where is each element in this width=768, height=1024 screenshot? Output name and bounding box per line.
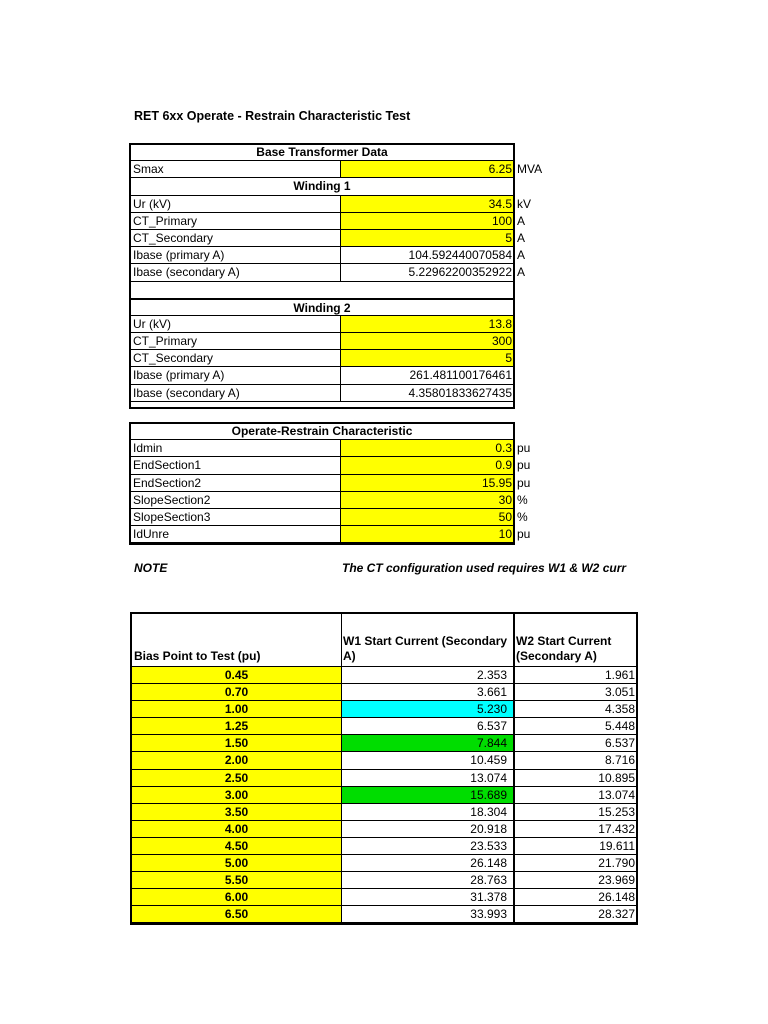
w2-current-cell[interactable]: 5.448 xyxy=(515,718,636,735)
bias-cell[interactable]: 2.00 xyxy=(132,752,341,769)
cell-label[interactable]: IdUnre xyxy=(131,526,341,543)
cell-label[interactable]: Ibase (primary A) xyxy=(131,247,341,264)
note-label: NOTE xyxy=(134,561,168,575)
table-row xyxy=(131,475,531,492)
bias-cell[interactable]: 3.00 xyxy=(132,787,341,804)
cell-value[interactable]: 4.35801833627435 xyxy=(341,385,513,402)
table-row xyxy=(131,264,526,281)
table-row xyxy=(132,821,636,838)
bias-cell[interactable]: 5.00 xyxy=(132,855,341,872)
cell-unit[interactable]: % xyxy=(517,492,528,507)
operate-restrain-table xyxy=(131,423,531,543)
cell-unit[interactable]: kV xyxy=(517,196,532,211)
bias-cell[interactable]: 6.50 xyxy=(132,906,341,923)
w2-current-cell[interactable]: 15.253 xyxy=(515,804,636,821)
w1-current-cell[interactable]: 15.689 xyxy=(342,787,513,804)
sheet-title: RET 6xx Operate - Restrain Characteristic Test xyxy=(134,109,411,123)
table-row xyxy=(131,213,526,230)
cell-value[interactable]: 0.3 xyxy=(341,440,513,457)
cell-label[interactable]: CT_Secondary xyxy=(131,350,341,367)
cell-value[interactable]: 6.25 xyxy=(341,161,513,178)
cell-value[interactable]: 5.22962200352922 xyxy=(341,264,513,281)
cell-label[interactable]: Ibase (primary A) xyxy=(131,367,341,384)
bias-table xyxy=(130,612,638,925)
cell-label[interactable]: CT_Primary xyxy=(131,213,341,230)
cell-unit[interactable]: A xyxy=(517,265,526,280)
cell-value[interactable]: 50 xyxy=(341,509,513,526)
table-row xyxy=(132,804,636,821)
col-bias-header: Bias Point to Test (pu) xyxy=(134,649,261,663)
bias-table-header xyxy=(132,614,636,667)
table-row xyxy=(131,440,531,457)
bias-cell[interactable]: 6.00 xyxy=(132,889,341,906)
bias-cell[interactable]: 0.70 xyxy=(132,684,341,701)
w2-current-cell[interactable]: 10.895 xyxy=(515,770,636,787)
cell-value[interactable]: 261.481100176461 xyxy=(341,367,513,384)
w1-current-cell[interactable]: 13.074 xyxy=(342,770,513,787)
cell-value[interactable]: 5 xyxy=(341,350,513,367)
base-transformer-table xyxy=(131,144,543,402)
cell-unit[interactable] xyxy=(515,316,575,333)
bias-cell[interactable]: 1.00 xyxy=(132,701,341,718)
cell-unit[interactable] xyxy=(515,385,575,402)
table-row xyxy=(131,509,528,526)
table-row xyxy=(131,492,528,509)
cell-unit[interactable]: A xyxy=(517,248,526,263)
w1-current-cell[interactable]: 3.661 xyxy=(342,684,513,701)
table-row xyxy=(131,316,513,333)
w2-current-cell[interactable]: 6.537 xyxy=(515,735,636,752)
table-row xyxy=(131,196,532,213)
w2-current-cell[interactable]: 8.716 xyxy=(515,752,636,769)
bias-cell[interactable]: 4.50 xyxy=(132,838,341,855)
cell-label[interactable]: CT_Secondary xyxy=(131,230,341,247)
table-row xyxy=(132,684,636,701)
cell-value[interactable]: 15.95 xyxy=(341,475,513,492)
table-row xyxy=(131,385,513,402)
bias-cell[interactable]: 3.50 xyxy=(132,804,341,821)
table-row xyxy=(132,770,636,787)
cell-unit[interactable]: MVA xyxy=(517,162,543,177)
cell-value[interactable]: 34.5 xyxy=(341,196,513,213)
cell-label[interactable]: SlopeSection2 xyxy=(131,492,341,509)
w1-current-cell[interactable]: 10.459 xyxy=(342,752,513,769)
table-row xyxy=(132,735,636,752)
w2-current-cell[interactable]: 21.790 xyxy=(515,855,636,872)
winding2-header: Winding 2 xyxy=(131,299,513,316)
operate-restrain-header: Operate-Restrain Characteristic xyxy=(131,423,513,440)
cell-value[interactable]: 0.9 xyxy=(341,457,513,474)
cell-unit[interactable]: A xyxy=(517,230,526,245)
cell-label[interactable]: Ibase (secondary A) xyxy=(131,264,341,281)
table-row xyxy=(131,350,513,367)
smax-row xyxy=(131,161,543,178)
w2-current-cell[interactable]: 1.961 xyxy=(515,667,636,684)
table-row xyxy=(132,906,636,923)
cell-label[interactable]: Smax xyxy=(131,161,341,178)
w2-current-cell[interactable]: 13.074 xyxy=(515,787,636,804)
cell-label[interactable]: Ur (kV) xyxy=(131,196,341,213)
w2-current-cell[interactable]: 23.969 xyxy=(515,872,636,889)
cell-label[interactable]: CT_Primary xyxy=(131,333,341,350)
cell-label[interactable]: Idmin xyxy=(131,440,341,457)
bias-cell[interactable]: 1.25 xyxy=(132,718,341,735)
bias-cell[interactable]: 1.50 xyxy=(132,735,341,752)
cell-value[interactable]: 30 xyxy=(341,492,513,509)
bias-cell[interactable]: 4.00 xyxy=(132,821,341,838)
cell-label[interactable]: EndSection2 xyxy=(131,475,341,492)
table-row xyxy=(132,787,636,804)
cell-unit[interactable]: A xyxy=(517,213,526,228)
cell-value[interactable]: 5 xyxy=(341,230,513,247)
cell-unit[interactable]: % xyxy=(517,509,528,524)
w2-current-cell[interactable]: 17.432 xyxy=(515,821,636,838)
cell-unit[interactable] xyxy=(515,367,575,384)
w1-current-cell[interactable]: 31.378 xyxy=(342,889,513,906)
table-row xyxy=(131,457,531,474)
note-text: The CT configuration used requires W1 & W2 curr xyxy=(342,561,627,575)
cell-label[interactable]: Ibase (secondary A) xyxy=(131,385,341,402)
w2-current-cell[interactable]: 4.358 xyxy=(515,701,636,718)
table-row xyxy=(132,752,636,769)
table-row xyxy=(132,855,636,872)
w1-current-cell[interactable]: 18.304 xyxy=(342,804,513,821)
w2-current-cell[interactable]: 19.611 xyxy=(515,838,636,855)
w1-current-cell[interactable]: 5.230 xyxy=(342,701,513,718)
cell-unit[interactable] xyxy=(515,333,575,350)
bias-cell[interactable]: 2.50 xyxy=(132,770,341,787)
table-row xyxy=(131,526,531,543)
cell-unit[interactable]: pu xyxy=(517,458,531,473)
cell-unit[interactable] xyxy=(515,350,575,367)
w1-current-cell[interactable]: 26.148 xyxy=(342,855,513,872)
bias-cell[interactable]: 5.50 xyxy=(132,872,341,889)
w1-current-cell[interactable]: 6.537 xyxy=(342,718,513,735)
cell-label[interactable]: SlopeSection3 xyxy=(131,509,341,526)
w1-current-cell[interactable]: 28.763 xyxy=(342,872,513,889)
winding1-header: Winding 1 xyxy=(131,178,513,195)
w2-current-cell[interactable]: 26.148 xyxy=(515,889,636,906)
cell-value[interactable]: 300 xyxy=(341,333,513,350)
table-row xyxy=(132,872,636,889)
w2-current-cell[interactable]: 28.327 xyxy=(515,906,636,923)
cell-value[interactable]: 104.592440070584 xyxy=(341,247,513,264)
w1-current-cell[interactable]: 33.993 xyxy=(342,906,513,923)
table-row xyxy=(132,889,636,906)
table-row xyxy=(132,701,636,718)
table-row xyxy=(132,667,636,684)
table-row xyxy=(131,230,526,247)
cell-value[interactable]: 10 xyxy=(341,526,513,543)
w1-current-cell[interactable]: 23.533 xyxy=(342,838,513,855)
w1-current-cell[interactable]: 20.918 xyxy=(342,821,513,838)
col-w2-header: W2 Start Current (Secondary A) xyxy=(516,634,612,663)
cell-unit[interactable]: pu xyxy=(517,475,531,490)
table-row xyxy=(132,838,636,855)
cell-unit[interactable]: pu xyxy=(517,527,531,542)
w1-current-cell[interactable]: 7.844 xyxy=(342,735,513,752)
cell-value[interactable]: 100 xyxy=(341,213,513,230)
cell-label[interactable]: EndSection1 xyxy=(131,457,341,474)
blank-row xyxy=(131,282,513,299)
table-row xyxy=(132,718,636,735)
w2-current-cell[interactable]: 3.051 xyxy=(515,684,636,701)
table-row xyxy=(131,367,513,384)
table-row xyxy=(131,247,526,264)
base-transformer-header: Base Transformer Data xyxy=(131,144,513,161)
cell-label[interactable]: Ur (kV) xyxy=(131,316,341,333)
table-row xyxy=(131,333,513,350)
col-w1-header: W1 Start Current (Secondary A) xyxy=(343,634,508,663)
cell-unit[interactable]: pu xyxy=(517,441,531,456)
cell-value[interactable]: 13.8 xyxy=(341,316,513,333)
w1-current-cell[interactable]: 2.353 xyxy=(342,667,513,684)
bias-cell[interactable]: 0.45 xyxy=(132,667,341,684)
